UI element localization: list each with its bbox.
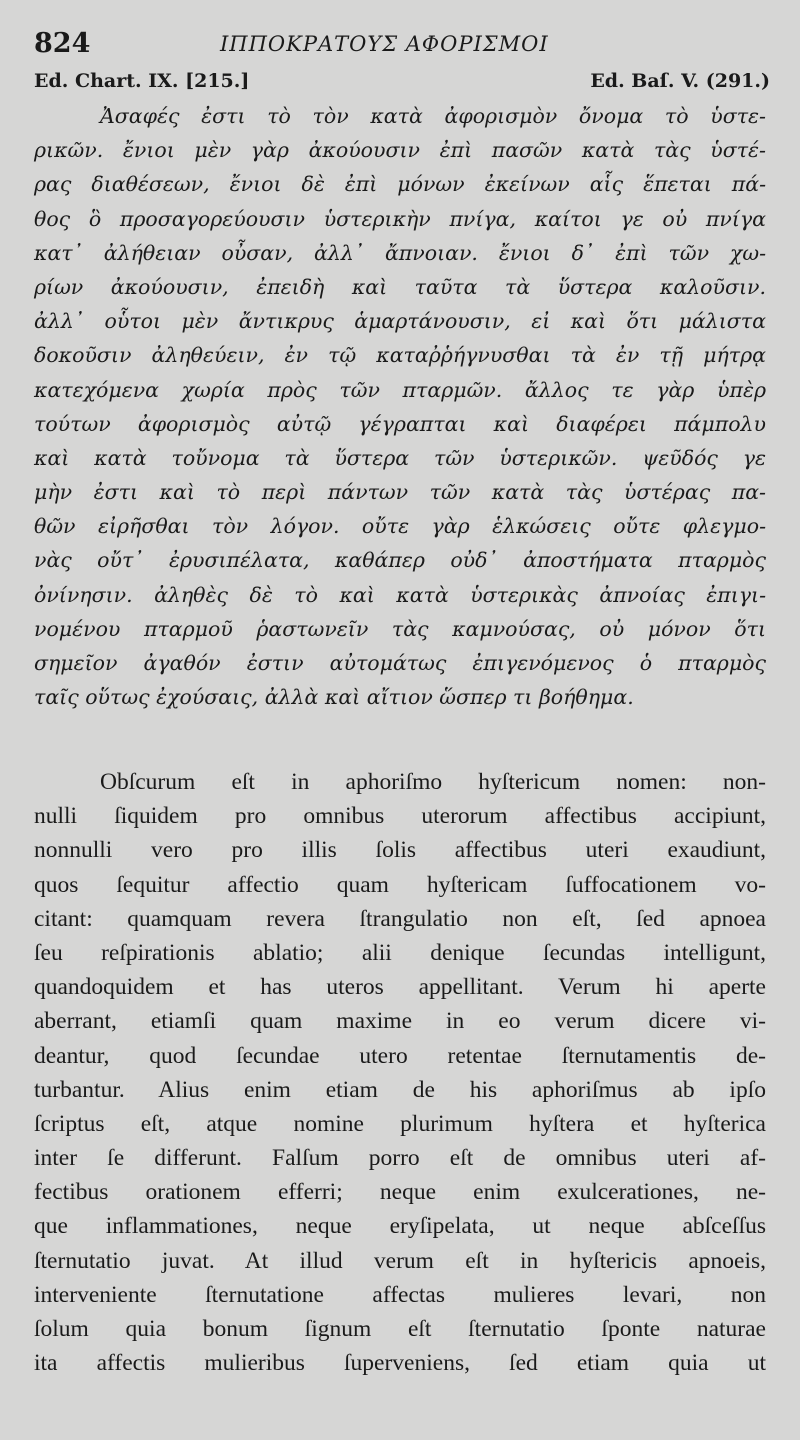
latin-line: deantur, quod ſecundae utero retentae ſternutamentis de- bbox=[34, 1042, 766, 1069]
greek-line: νὰς οὔτ᾽ ἐρυσιπέλατα, καθάπερ οὐδ᾽ ἀποστήματα πταρμὸς bbox=[34, 548, 766, 573]
greek-line: κατ᾽ ἀλήθειαν οὖσαν, ἀλλ᾽ ἄπνοιαν. ἔνιοι δ᾽ ἐπὶ τῶν χω- bbox=[34, 240, 766, 265]
greek-line: νομένου πταρμοῦ ῥαστωνεῖν τὰς καμνούσας, οὐ μόνον ὅτι bbox=[34, 616, 766, 641]
running-title: ΙΠΠΟΚΡΑΤΟΥΣ ΑΦΟΡΙΣΜΟΙ bbox=[220, 32, 549, 56]
greek-line: μὴν ἐστι καὶ τὸ περὶ πάντων τῶν κατὰ τὰς ὑστέρας πα- bbox=[34, 480, 766, 505]
latin-line: interveniente ſternutatione affectas mulieres levari, non bbox=[34, 1281, 766, 1308]
greek-line: ταῖς οὕτως ἐχούσαις, ἀλλὰ καὶ αἴτιον ὥσπερ τι βοήθημα. bbox=[34, 685, 634, 710]
latin-line: ita affectis mulieribus ſuperveniens, ſed etiam quia ut bbox=[34, 1350, 766, 1377]
greek-line: τούτων ἀφορισμὸς αὐτῷ γέγραπται καὶ διαφέρει πάμπολυ bbox=[34, 411, 766, 436]
greek-line: καὶ κατὰ τοὔνομα τὰ ὕστερα τῶν ὑστερικῶν. ψεῦδός γε bbox=[34, 445, 766, 470]
greek-line: δοκοῦσιν ἀληθεύειν, ἐν τῷ καταῤῥήγνυσθαι τὰ ἐν τῇ μήτρᾳ bbox=[34, 343, 766, 368]
greek-line: σημεῖον ἀγαθόν ἐστιν αὐτομάτως ἐπιγενόμενος ὁ πταρμὸς bbox=[34, 651, 766, 675]
latin-line: fectibus orationem efferri; neque enim exulcerationes, ne- bbox=[34, 1179, 766, 1206]
latin-line: turbantur. Alius enim etiam de his aphoriſmus ab ipſo bbox=[34, 1076, 766, 1103]
greek-line: θῶν εἰρῆσθαι τὸν λόγον. οὔτε γὰρ ἑλκώσεις οὔτε φλεγμο- bbox=[34, 514, 766, 539]
latin-line: Obſcurum eſt in aphoriſmo hyſtericum nomen: non- bbox=[100, 769, 766, 795]
latin-line: nulli ſiquidem pro omnibus uterorum affectibus accipiunt, bbox=[34, 803, 766, 830]
latin-line: ſolum quia bonum ſignum eſt ſternutatio ſponte naturae bbox=[34, 1316, 766, 1342]
edition-references bbox=[34, 70, 770, 98]
greek-line: θος ὃ προσαγορεύουσιν ὑστερικὴν πνίγα, καίτοι γε οὐ πνίγα bbox=[34, 206, 766, 231]
latin-line: ſcriptus eſt, atque nomine plurimum hyſtera et hyſterica bbox=[34, 1110, 766, 1137]
latin-line: inter ſe differunt. Falſum porro eſt de omnibus uteri af- bbox=[34, 1145, 766, 1172]
latin-line: citant: quamquam revera ſtrangulatio non eſt, ſed apnoea bbox=[34, 905, 766, 932]
greek-line: ρας διαθέσεων, ἔνιοι δὲ ἐπὶ μόνων ἐκείνων αἷς ἕπεται πά- bbox=[34, 172, 766, 197]
latin-line: nonnulli vero pro illis ſolis affectibus uteri exaudiunt, bbox=[34, 837, 766, 864]
greek-line: ἀλλ᾽ οὗτοι μὲν ἄντικρυς ἁμαρτάνουσιν, εἰ καὶ ὅτι μάλιστα bbox=[34, 309, 766, 334]
greek-line: ὀνίνησιν. ἀληθὲς δὲ τὸ καὶ κατὰ ὑστερικὰς ἀπνοίας ἐπιγι- bbox=[34, 582, 766, 607]
latin-line: quos ſequitur affectio quam hyſtericam ſuffocationem vo- bbox=[34, 871, 766, 898]
greek-text-block bbox=[34, 99, 766, 714]
latin-line: ſeu reſpirationis ablatio; alii denique ſecundas intelligunt, bbox=[34, 939, 766, 966]
greek-line: Ἀσαφές ἐστι τὸ τὸν κατὰ ἀφορισμὸν ὄνομα τὸ ὑστε- bbox=[100, 104, 766, 128]
edition-reference-chart: Ed. Chart. IX. [215.] bbox=[34, 70, 250, 92]
page-number: 824 bbox=[34, 28, 91, 59]
greek-line: κατεχόμενα χωρία πρὸς τῶν πταρμῶν. ἄλλος τε γὰρ ὑπὲρ bbox=[34, 377, 766, 402]
latin-line: quandoquidem et has uteros appellitant. Verum hi aperte bbox=[34, 974, 766, 1001]
latin-line: que inflammationes, neque eryſipelata, ut neque abſceſſus bbox=[34, 1213, 766, 1240]
greek-line: ρίων ἀκούουσιν, ἐπειδὴ καὶ ταῦτα τὰ ὕστερα καλοῦσιν. bbox=[34, 274, 766, 299]
latin-line: ſternutatio juvat. At illud verum eſt in hyſtericis apnoeis, bbox=[34, 1247, 766, 1274]
latin-translation-block bbox=[34, 765, 766, 1380]
latin-line: aberrant, etiamſi quam maxime in eo verum dicere vi- bbox=[34, 1008, 766, 1035]
page-header bbox=[34, 28, 770, 64]
greek-line: ρικῶν. ἔνιοι μὲν γὰρ ἀκούουσιν ἐπὶ πασῶν κατὰ τὰς ὑστέ- bbox=[34, 138, 766, 163]
edition-reference-basel: Ed. Baſ. V. (291.) bbox=[590, 70, 770, 92]
